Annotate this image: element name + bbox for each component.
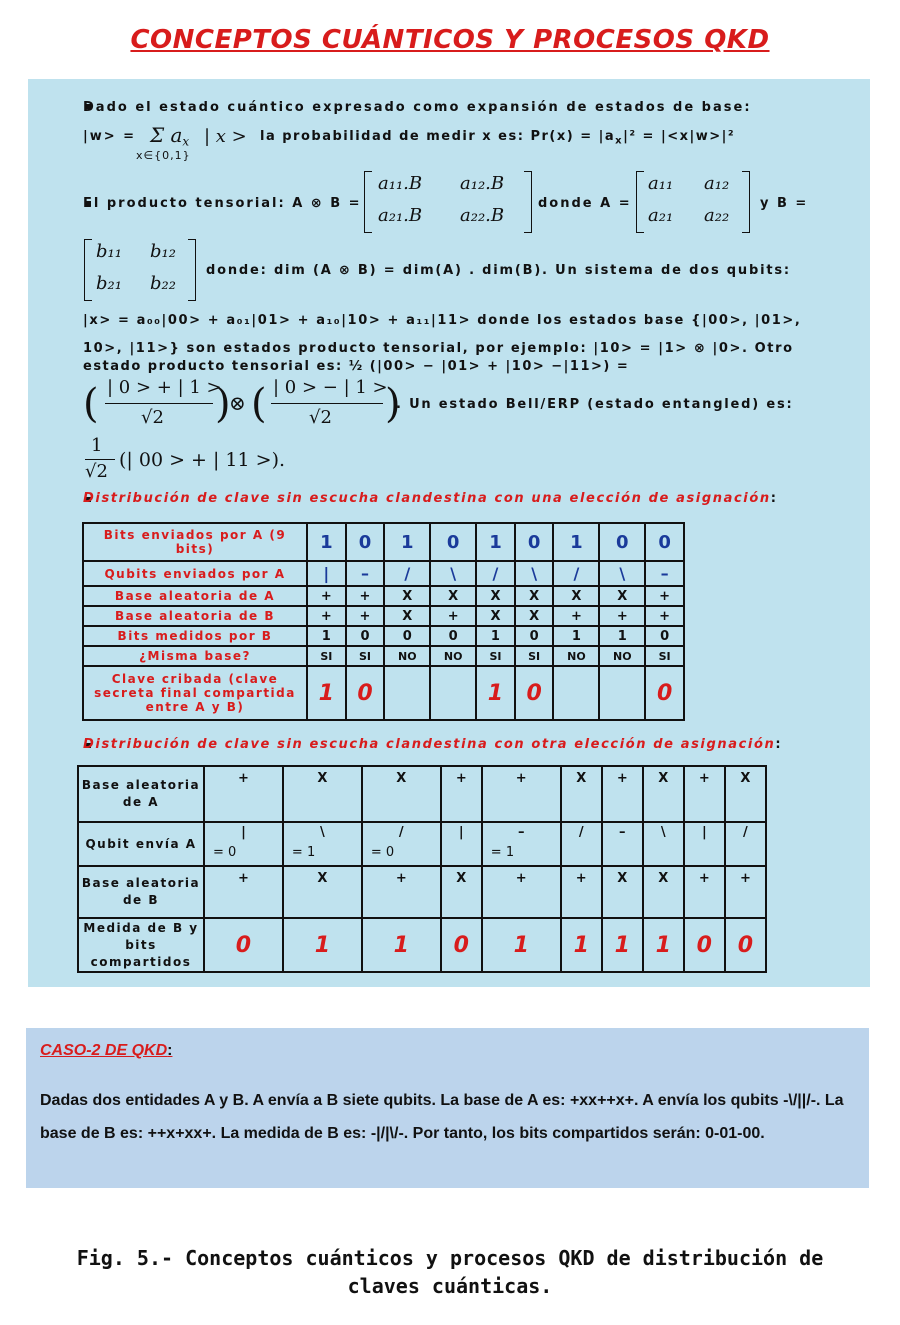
table1-cell: 1 — [476, 626, 515, 646]
bracket-right — [188, 239, 196, 301]
table1-cell — [384, 666, 430, 720]
matrix-cell: a₁₂ — [704, 173, 730, 194]
table2-cell: + — [684, 766, 725, 822]
bracket-left — [636, 171, 644, 233]
qubit-symbol: \ — [320, 825, 325, 840]
state-expansion-text: Dado el estado cuántico expresado como expansión de estados de base: — [83, 100, 752, 115]
table2-row-label: Base aleatoria de B — [78, 866, 204, 918]
table2-cell: X — [283, 866, 362, 918]
table2-cell — [283, 822, 362, 866]
table1-cell: / — [553, 561, 599, 586]
table2-cell: 1 — [643, 918, 684, 972]
qubit-symbol: | — [701, 825, 707, 840]
matrix-cell: b₂₁ — [96, 273, 122, 294]
table2-cell: + — [204, 866, 283, 918]
table1-cell: + — [599, 606, 645, 626]
table2-cell: 0 — [725, 918, 766, 972]
table2-cell: + — [482, 766, 561, 822]
probability-text: la probabilidad de medir x es: $Pr(x) = |a_x|^2 = |<x|w>|^2$ — [260, 129, 736, 147]
qubit-symbol: | — [458, 825, 464, 840]
table1-row-label: Qubits enviados por A — [83, 561, 307, 586]
table1-cell: 0 — [515, 523, 554, 561]
page-title: CONCEPTOS CUÁNTICOS Y PROCESOS QKD — [130, 25, 770, 55]
table1-cell: X — [515, 606, 554, 626]
table2-cell: + — [204, 766, 283, 822]
qubit-value: = 0 — [213, 845, 237, 860]
table1-cell: \ — [599, 561, 645, 586]
table1-cell: 0 — [346, 666, 385, 720]
table2-cell — [643, 822, 684, 866]
case-box — [26, 1028, 869, 1188]
table1-cell: X — [515, 586, 554, 606]
qubit-symbol: | — [241, 825, 246, 840]
table1-cell: 0 — [645, 626, 684, 646]
table2-cell: 0 — [684, 918, 725, 972]
table1-cell: \ — [430, 561, 476, 586]
table2-cell: + — [362, 866, 441, 918]
table2-cell — [204, 822, 283, 866]
qubit-symbol: / — [398, 825, 404, 840]
bracket-left — [364, 171, 372, 233]
table1-cell: – — [346, 561, 385, 586]
table1-cell: 1 — [553, 523, 599, 561]
table2-cell: 0 — [441, 918, 482, 972]
table2-cell: X — [283, 766, 362, 822]
table1-cell: 0 — [346, 523, 385, 561]
table2-cell — [725, 822, 766, 866]
table1-cell: SI — [515, 646, 554, 666]
section2-heading: Distribución de clave sin escucha clandestina con otra elección de asignación: — [83, 737, 783, 752]
y-B-label: y B = — [760, 196, 809, 211]
table2-cell: + — [602, 766, 643, 822]
table1-cell: 1 — [307, 626, 346, 646]
tensor-product-label: El producto tensorial: A ⊗ B = — [83, 196, 362, 211]
table2-cell — [684, 822, 725, 866]
table2-cell: 1 — [362, 918, 441, 972]
table2-cell: X — [561, 766, 602, 822]
table1-cell: NO — [384, 646, 430, 666]
matrix-cell: b₁₁ — [96, 241, 122, 262]
table1-cell: 0 — [515, 626, 554, 646]
table2-cell: X — [643, 766, 684, 822]
table1-row — [83, 646, 684, 666]
table1-cell: X — [599, 586, 645, 606]
two-qubit-state-text: |x> = a₀₀|00> + a₀₁|01> + a₁₀|10> + a₁₁|11> donde los estados base {|00>, |01>, — [83, 313, 802, 328]
table2-row-label: Base aleatoria de A — [78, 766, 204, 822]
qubit-symbol: – — [518, 825, 525, 840]
table2-cell — [602, 822, 643, 866]
donde-A-label: donde A = — [538, 196, 632, 211]
section1-heading: Distribución de clave sin escucha clandestina con una elección de asignación: — [83, 491, 778, 506]
matrix-cell: b₁₂ — [150, 241, 176, 262]
matrix-cell: a₂₂.B — [460, 205, 505, 226]
bell-state-text: . Un estado Bell/ERP (estado entangled) es: — [396, 397, 794, 412]
table1-cell: 1 — [476, 523, 515, 561]
table1-row-label: ¿Misma base? — [83, 646, 307, 666]
table2-row — [78, 918, 766, 972]
qubit-symbol: / — [578, 825, 584, 840]
table1-cell: SI — [645, 646, 684, 666]
table1-row — [83, 561, 684, 586]
table2-cell: 1 — [602, 918, 643, 972]
table1-row-label: Base aleatoria de B — [83, 606, 307, 626]
table1-cell: + — [307, 586, 346, 606]
matrix-cell: a₂₁.B — [378, 205, 423, 226]
matrix-cell: a₂₁ — [648, 205, 674, 226]
concepts-panel: Dado el estado cuántico expresado como expansión de estados de base: |w> = Σ $a_x$ x∈{0,1} | x > la probabilidad de medir x es: $Pr(x) = |a_x|^2 = |<x|w>|^2$ El producto tensorial: A ⊗ B = a₁₁.B a₁₂.B a₂₁.B a₂₂.B donde A = a₁₁ a₁₂ a₂₁ a₂₂ y B = b₁₁ b₁₂ b₂₁ b₂₂ donde: dim (A ⊗ B) = dim(A) . dim(B). Un sistema de dos qubits: |x> = a₀₀|00> + a₀₁|01> + a₁₀|10> + a₁₁|11> donde los estados base {|00>, |01>, 10>, |11>} son estados producto tensorial, por ejemplo: |10> = |1> ⊗ |0>. Otro estado producto tensorial es: ½ (|00> − |01> + |10> −|11>) = ( | 0 > + | 1 > √2 ) ⊗ ( | 0 > − | 1 > √2 ) . Un estado Bell/ERP (estado entangled) es: 1 √2 (| 00 > + | 11 >). Distribución de clave sin escucha clandestina con una elección de asignación: Bits enviados por A (9 bits) 1 0 1 0 1 0 1 0 0 Qubits enviados por A | – / \ / \ / \ – Base aleatoria de A + + X X X X X X + Base aleatoria de B + + X + X X + + + Bits medidos por B 1 0 0 0 1 0 1 1 0 ¿Misma base? SI SI NO NO SI SI NO NO SI Clave cribada (clave secreta final compartida entre A y B) 1 0 1 0 0 Distribución de clave sin escucha clandestina con otra elección de asignación: Base aleatoria de A + X X + + X + X + X Qubit envía A | = 0 \ = 1 / = 0 | – = 1 / – \ | / Base aleatoria de B + X + X + + X X + + Medida de B y bits compartidos 0 1 1 0 1 1 1 1 0 0 — [28, 79, 870, 987]
assignment-table-1 — [82, 522, 685, 721]
table1-cell: 0 — [430, 626, 476, 646]
matrix-cell: b₂₂ — [150, 273, 176, 294]
table1-cell: NO — [430, 646, 476, 666]
table1-cell: 0 — [430, 523, 476, 561]
table1-row-label: Base aleatoria de A — [83, 586, 307, 606]
sum-range: x∈{0,1} — [136, 149, 191, 162]
bracket-right — [524, 171, 532, 233]
table1-cell: X — [430, 586, 476, 606]
table1-cell: 0 — [599, 523, 645, 561]
table2-cell: + — [561, 866, 602, 918]
table1-cell: 1 — [307, 666, 346, 720]
table2-row — [78, 866, 766, 918]
table2-cell: 0 — [204, 918, 283, 972]
ket-x: | x > — [204, 126, 247, 147]
dimension-text: donde: dim (A ⊗ B) = dim(A) . dim(B). Un sistema de dos qubits: — [206, 263, 791, 278]
table1-row-label: Bits enviados por A (9 bits) — [83, 523, 307, 561]
matrix-cell: a₂₂ — [704, 205, 730, 226]
table1-cell: 1 — [599, 626, 645, 646]
matrix-AxB — [364, 171, 532, 233]
table1-cell: X — [476, 606, 515, 626]
assignment-table-2 — [77, 765, 767, 973]
qubit-value: = 1 — [490, 845, 515, 860]
table2-row — [78, 766, 766, 822]
table1-cell: / — [476, 561, 515, 586]
table1-row — [83, 666, 684, 720]
table1-cell: + — [430, 606, 476, 626]
table1-cell: SI — [476, 646, 515, 666]
table1-cell: 0 — [645, 666, 684, 720]
table2-row — [78, 822, 766, 866]
qubit-value: = 0 — [370, 845, 395, 860]
ket-w: |w> = — [83, 129, 137, 144]
qubit-symbol: / — [743, 825, 748, 840]
product-state-text: estado producto tensorial es: ½ (|00> − |01> + |10> −|11>) = — [83, 359, 630, 374]
table2-cell: + — [441, 766, 482, 822]
table1-cell: + — [645, 606, 684, 626]
table1-cell: X — [476, 586, 515, 606]
table1-cell: 0 — [645, 523, 684, 561]
table1-cell: | — [307, 561, 346, 586]
table2-cell: + — [684, 866, 725, 918]
table2-cell: X — [643, 866, 684, 918]
table1-cell — [430, 666, 476, 720]
qubit-symbol: \ — [660, 825, 666, 840]
table1-cell: 1 — [553, 626, 599, 646]
bracket-right — [742, 171, 750, 233]
table2-cell: 1 — [283, 918, 362, 972]
table1-row — [83, 586, 684, 606]
matrix-cell: a₁₂.B — [460, 173, 505, 194]
table1-cell: – — [645, 561, 684, 586]
table1-cell: + — [346, 606, 385, 626]
table1-cell: + — [645, 586, 684, 606]
table1-cell: X — [384, 586, 430, 606]
table1-cell: 1 — [307, 523, 346, 561]
table1-cell: \ — [515, 561, 554, 586]
matrix-B — [84, 239, 196, 301]
table2-cell — [482, 822, 561, 866]
table2-cell: + — [725, 866, 766, 918]
case-title: CASO-2 DE QKD: — [40, 1042, 173, 1059]
table1-cell: + — [553, 606, 599, 626]
matrix-A — [636, 171, 750, 233]
table1-cell — [553, 666, 599, 720]
figure-caption: Fig. 5.- Conceptos cuánticos y procesos QKD de distribución de claves cuánticas. — [76, 1246, 824, 1298]
table1-cell: SI — [307, 646, 346, 666]
matrix-cell: a₁₁.B — [378, 173, 423, 194]
table2-row-label: Qubit envía A — [78, 822, 204, 866]
table2-cell: + — [482, 866, 561, 918]
table1-cell — [599, 666, 645, 720]
table1-cell: NO — [553, 646, 599, 666]
table1-cell: 0 — [515, 666, 554, 720]
table2-cell: 1 — [561, 918, 602, 972]
table2-cell — [362, 822, 441, 866]
table2-cell: 1 — [482, 918, 561, 972]
table1-cell: SI — [346, 646, 385, 666]
table1-cell: 0 — [384, 626, 430, 646]
table2-cell: X — [602, 866, 643, 918]
table1-row-label: Clave cribada (clave secreta final compartida entre A y B) — [83, 666, 307, 720]
table1-cell: X — [553, 586, 599, 606]
table1-row-label: Bits medidos por B — [83, 626, 307, 646]
table1-cell: 1 — [384, 523, 430, 561]
sum-expression: Σ $a_x$ — [150, 123, 190, 149]
table1-cell: NO — [599, 646, 645, 666]
table2-cell: X — [362, 766, 441, 822]
matrix-cell: a₁₁ — [648, 173, 674, 194]
tensor-example-text: 10>, |11>} son estados producto tensorial, por ejemplo: |10> = |1> ⊗ |0>. Otro — [83, 341, 794, 356]
table2-cell — [561, 822, 602, 866]
bracket-left — [84, 239, 92, 301]
case-text: Dadas dos entidades A y B. A envía a B siete qubits. La base de A es: +xx++x+. A envía los qubits -\/||/-. La base de B es: ++x+xx+. La medida de B es: -|/|\/-. Por tanto, los bits compartidos serán: 0-01-00. — [40, 1092, 844, 1142]
table1-cell: / — [384, 561, 430, 586]
table1-row — [83, 606, 684, 626]
qubit-value: = 1 — [291, 845, 316, 860]
table1-row — [83, 626, 684, 646]
table1-cell: + — [307, 606, 346, 626]
table1-cell: + — [346, 586, 385, 606]
table1-cell: 1 — [476, 666, 515, 720]
table2-cell: X — [725, 766, 766, 822]
table2-cell: X — [441, 866, 482, 918]
qubit-symbol: – — [619, 825, 626, 840]
table1-cell: X — [384, 606, 430, 626]
table2-row-label: Medida de B y bits compartidos — [78, 918, 204, 972]
table1-cell: 0 — [346, 626, 385, 646]
table2-cell — [441, 822, 482, 866]
table1-row — [83, 523, 684, 561]
